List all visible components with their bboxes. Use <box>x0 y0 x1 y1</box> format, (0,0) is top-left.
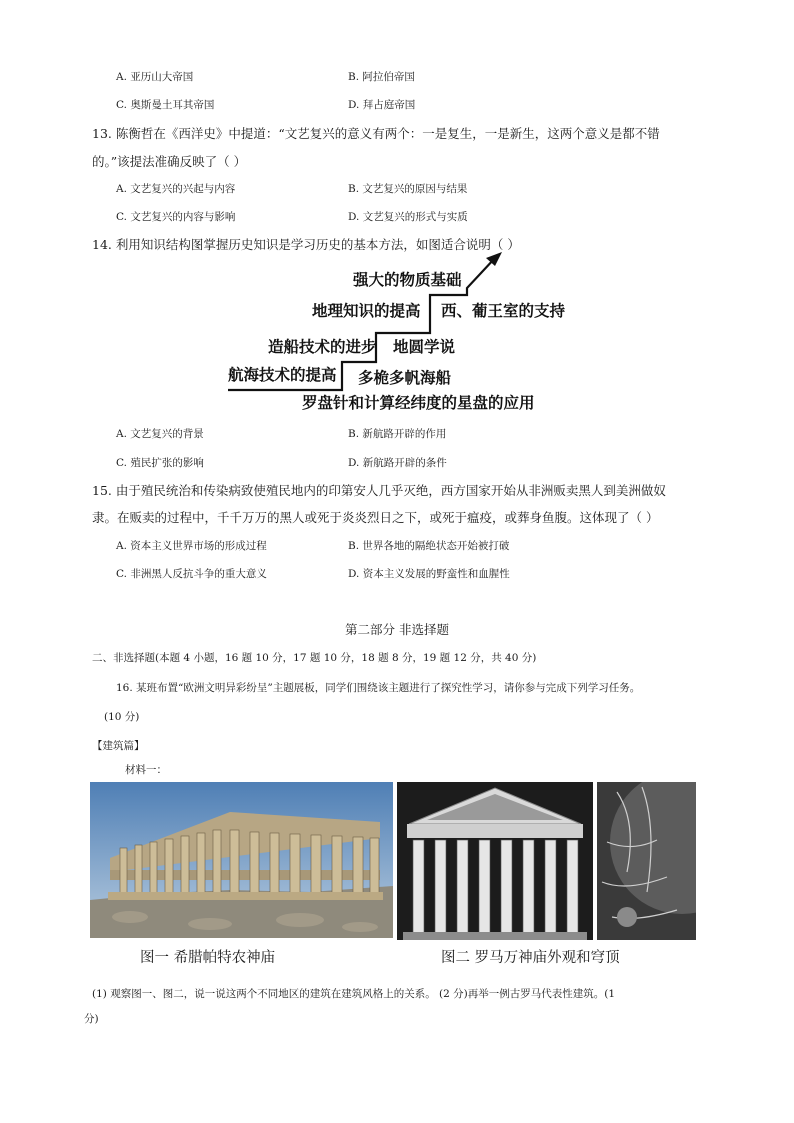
q13-option-a: A. 文艺复兴的兴起与内容 <box>116 183 236 195</box>
q13-stem-line1: 13. 陈衡哲在《西洋史》中提道：“文艺复兴的意义有两个：一是复生，一是新生，这两个意义是都不错 <box>92 126 660 141</box>
q16-stem-line1: 16. 某班布置“欧洲文明异彩纷呈”主题展板，同学们围绕该主题进行了探究性学习，请你参与完成下列学习任务。 <box>116 682 641 694</box>
q12-option-d: D. 拜占庭帝国 <box>348 99 416 111</box>
q15-option-a: A. 资本主义世界市场的形成过程 <box>116 540 267 552</box>
q15-stem-line1: 15. 由于殖民统治和传染病致使殖民地内的印第安人几乎灭绝，西方国家开始从非洲贩卖黑人到美洲做奴 <box>92 483 666 498</box>
q12-option-c: C. 奥斯曼土耳其帝国 <box>116 99 215 111</box>
figure-two-caption: 图二 罗马万神庙外观和穹顶 <box>441 950 620 966</box>
q16-stem-line2: (10 分) <box>104 711 140 723</box>
q14-stem: 14. 利用知识结构图掌握历史知识是学习历史的基本方法，如图适合说明（ ） <box>92 237 520 252</box>
diagram-support-round-earth: 地圆学说 <box>393 338 456 356</box>
q15-option-c: C. 非洲黑人反抗斗争的重大意义 <box>116 568 267 580</box>
part-two-intro: 二、非选择题(本题 4 小题，16 题 10 分，17 题 10 分，18 题 8 分，19 题 12 分，共 40 分) <box>92 652 537 664</box>
q15-option-b: B. 世界各地的隔绝状态开始被打破 <box>348 540 510 552</box>
pantheon-exterior-photo <box>397 782 593 940</box>
diagram-support-ships: 多桅多帆海船 <box>358 369 452 387</box>
q12-option-a: A. 亚历山大帝国 <box>116 71 194 83</box>
q14-option-a: A. 文艺复兴的背景 <box>116 428 204 440</box>
part-two-title: 第二部分 非选择题 <box>345 622 449 637</box>
diagram-step-navigation: 航海技术的提高 <box>228 366 337 384</box>
q15-stem-line2: 隶。在贩卖的过程中，千千万万的黑人或死于炎炎烈日之下，或死于瘟疫，或葬身鱼腹。这体现了（ ） <box>92 510 659 525</box>
knowledge-structure-diagram <box>220 250 566 420</box>
q16-sub1-line1: (1) 观察图一、图二，说一说这两个不同地区的建筑在建筑风格上的关系。 (2 分)再举一例古罗马代表性建筑。(1 <box>92 988 616 1000</box>
section-architecture: 【建筑篇】 <box>92 740 145 752</box>
q14-option-c: C. 殖民扩张的影响 <box>116 457 204 469</box>
q13-option-c: C. 文艺复兴的内容与影响 <box>116 211 236 223</box>
q15-option-d: D. 资本主义发展的野蛮性和血腥性 <box>348 568 510 580</box>
q13-option-d: D. 文艺复兴的形式与实质 <box>348 211 468 223</box>
diagram-step-geography: 地理知识的提高 <box>312 302 421 320</box>
diagram-base-compass: 罗盘针和计算经纬度的星盘的应用 <box>302 394 535 412</box>
parthenon-photo <box>90 782 393 938</box>
q13-option-b: B. 文艺复兴的原因与结果 <box>348 183 468 195</box>
q13-stem-line2: 的。”该提法准确反映了（ ） <box>92 154 247 169</box>
pantheon-dome-photo <box>597 782 696 940</box>
q12-option-b: B. 阿拉伯帝国 <box>348 71 415 83</box>
diagram-step-shipbuilding: 造船技术的进步 <box>268 338 377 356</box>
q14-option-d: D. 新航路开辟的条件 <box>348 457 447 469</box>
diagram-support-royal: 西、葡王室的支持 <box>441 302 566 320</box>
q16-sub1-line2: 分) <box>84 1013 99 1025</box>
diagram-step-material-basis: 强大的物质基础 <box>353 271 462 289</box>
figure-one-caption: 图一 希腊帕特农神庙 <box>140 950 276 966</box>
material-one-label: 材料一： <box>125 764 167 776</box>
q14-option-b: B. 新航路开辟的作用 <box>348 428 447 440</box>
